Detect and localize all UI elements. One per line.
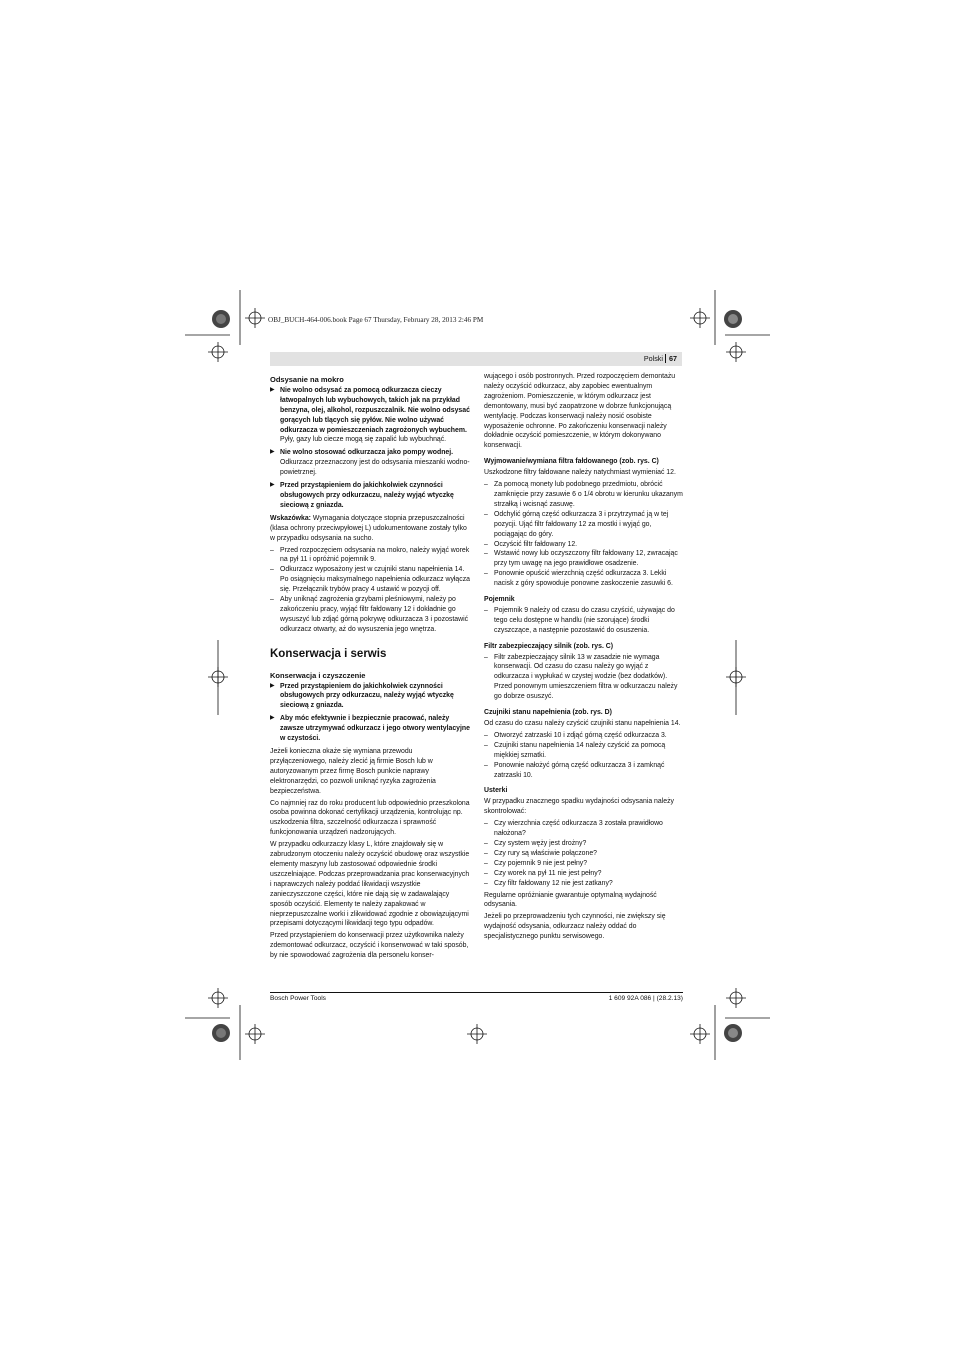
list-item-text: Czy pojemnik 9 nie jest pełny? — [494, 859, 588, 867]
note-text: Wymagania dotyczące stopnia przepuszczalności (klasa ochrony przeciwpyłowej L) udokumentowane zostały tylko w przypadku odsysania na sucho. — [270, 514, 467, 542]
warning-2-text: Odkurzacz przeznaczony jest do odsysania mieszanki wodno-powietrznej. — [280, 459, 470, 477]
heading-faults: Usterki — [484, 787, 508, 795]
paragraph: Jeżeli konieczna okaże się wymiana przewodu przyłączeniowego, należy zlecić ją firmie Bosch lub w autoryzowanym przez firmę Bosch punkcie naprawy elektronarzędzi, co pozwoli uniknąć ryzyka zagrożenia bezpieczeństwa. — [270, 748, 436, 795]
warning-2-bold: Nie wolno stosować odkurzacza jako pompy wodnej. — [280, 449, 454, 457]
list-item-text: Aby uniknąć zagrożenia grzybami pleśniowymi, należy po zakończeniu pracy, wyjąć filtr fałdowany 12 i dokładnie go wysuszyć lub zdjąć górną pokrywę odkurzacza 3 i pozostawić odkurzacz otwarty, aż do wysuszenia jego wnętrza. — [280, 596, 469, 633]
warning-2 — [270, 448, 470, 478]
arrow-icon: ▶ — [270, 682, 275, 689]
heading-sensors: Czujniki stanu napełnienia (zob. rys. D) — [484, 709, 612, 717]
list-item: – Czy filtr fałdowany 12 nie jest zatkany? — [484, 879, 613, 887]
footer-left: Bosch Power Tools — [270, 995, 326, 1002]
paragraph: wującego i osób postronnych. Przed rozpoczęciem demontażu należy oczyścić odkurzacz, aby zapobiec ewentualnym zagrożeniom. Pomieszczenie, w którym odkurzacz jest demontowany, musi być zaopatrzone w dobrze funkcjonującą wentylację. Podczas konserwacji należy nosić osobiste wyposażenie ochronne. Po zakończeniu konserwacji należy dokładnie oczyścić pomieszczenie, w którym dokonywano konserwacji. — [484, 373, 676, 450]
note-label: Wskazówka: — [270, 514, 311, 522]
list-item-text: Czy worek na pył 11 nie jest pełny? — [494, 869, 602, 877]
footer-right: 1 609 92A 086 | (28.2.13) — [608, 995, 683, 1002]
list-item: – Oczyścić filtr fałdowany 12. — [484, 540, 578, 548]
warning-4-bold: Przed przystąpieniem do jakichkolwiek czynności obsługowych przy odkurzaczu, należy wyjąć wtyczkę sieciową z gniazda. — [280, 682, 454, 710]
heading-cleaning: Konserwacja i czyszczenie — [270, 670, 366, 680]
list-item: – Odchylić górną część odkurzacza 3 i przytrzymać ją w tej pozycji. Ująć filtr fałdowany 12 za mostki i wyjąć go, pociągając do góry. — [484, 510, 669, 538]
paragraph: Co najmniej raz do roku producent lub odpowiednio przeszkolona osoba powinna dokonać certyfikacji urządzenia, kontrolując np. uszkodzenia filtra, szczelność odkurzacza i sprawność funkcjonowania urządzeń nadzorujących. — [270, 799, 470, 837]
list-item-text: Za pomocą monety lub podobnego przedmiotu, obrócić zamknięcie przy zasuwie 6 o 1/4 obrotu w kierunku ukazanym strzałką i wcisnąć zasuwę. — [494, 481, 683, 508]
list-item-text: Pojemnik 9 należy od czasu do czasu czyścić, używając do tego celu dostępne w handlu (nie szorujące) środki czyszczące, a następnie pozostawić do osuszenia. — [494, 606, 675, 634]
warning-5-bold: Aby móc efektywnie i bezpiecznie pracować, należy zawsze utrzymywać odkurzacz i jego otwory wentylacyjne w czystości. — [280, 715, 470, 743]
list-item: – Czy rury są właściwie połączone? — [484, 849, 598, 857]
note-paragraph — [270, 514, 470, 544]
list-item-text: Wstawić nowy lub oczyszczony filtr fałdowany 12, zwracając przy tym uwagę na jego prawidłowe osadzenie. — [494, 550, 678, 568]
paragraph: Przed przystąpieniem do konserwacji przez użytkownika należy zdemontować odkurzacz, oczyścić i konserwować w taki sposób, by nie spowodować zagrożenia dla personelu konser- — [270, 932, 469, 960]
paragraph: W przypadku odkurzaczy klasy L, które znajdowały się w zabrudzonym otoczeniu należy oczyścić obudowę oraz wszystkie elementy maszyny lub zastosować odpowiednie środki uszczelniające. Podczas przeprowadzania prac konserwacyjnych i naprawczych należy poddać likwidacji wszystkie zanieczyszczone części, które nie dają się w zadawalający sposób oczyścić. Elementy te należy zapakować w nieprzepuszczalne worki i zlikwidować zgodnie z obowiązującymi przepisami dotyczącymi likwidacji tego typu odpadów. — [270, 841, 470, 928]
page-footer — [270, 992, 683, 1005]
list-item: – Czy pojemnik 9 nie jest pełny? — [484, 859, 588, 867]
list-item-text: Przed rozpoczęciem odsysania na mokro, należy wyjąć worek na pył 11 i opróżnić pojemnik 9. — [280, 546, 470, 564]
heading-wet-vacuuming: Odsysanie na mokro — [270, 375, 344, 384]
warning-1-text: Pyły, gazy lub ciecze mogą się zapalić lub wybuchnąć. — [280, 436, 447, 444]
list-item-text: Czy system węży jest drożny? — [494, 839, 587, 847]
list-item-text: Czy filtr fałdowany 12 nie jest zatkany? — [494, 879, 613, 887]
list-item-text: Odchylić górną część odkurzacza 3 i przytrzymać ją w tej pozycji. Ująć filtr fałdowany 12 za mostki i wyjąć go, pociągając do góry. — [494, 510, 669, 538]
list-item: – Pojemnik 9 należy od czasu do czasu czyścić, używając do tego celu dostępne w handlu (nie szorujące) środki czyszczące, a następnie pozostawić do osuszenia. — [484, 606, 675, 634]
paragraph: Od czasu do czasu należy czyścić czujniki stanu napełnienia 14. — [484, 720, 681, 727]
arrow-icon: ▶ — [270, 449, 275, 456]
header-text — [644, 352, 682, 366]
list-item-text: Odkurzacz wyposażony jest w czujniki stanu napełnienia 14. Po osiągnięciu maksymalnego napełnienia odkurzacz wyłącza się. Przełącznik trybów pracy 4 ustawić w pozycji off. — [280, 566, 470, 594]
right-column — [484, 372, 684, 944]
warning-5 — [270, 714, 470, 744]
page-number: 67 — [665, 354, 677, 363]
list-item: – Filtr zabezpieczający silnik 13 w zasadzie nie wymaga konserwacji. Od czasu do czasu należy go wyjąć z odkurzacza i wypłukać w czystej wodzie (bez dodatków). Przed ponownym umieszczeniem filtra w odkurzaczu należy go dobrze osuszyć. — [484, 653, 678, 701]
running-header — [270, 352, 682, 366]
heading-motor-filter: Filtr zabezpieczający silnik (zob. rys. C) — [484, 642, 614, 650]
print-info: OBJ_BUCH-464-006.book Page 67 Thursday, February 28, 2013 2:46 PM — [268, 316, 484, 324]
list-item-text: Ponownie opuścić wierzchnią część odkurzacza 3. Lekki nacisk z góry spowoduje ponowne zaskoczenie zasuwki 6. — [494, 570, 673, 588]
arrow-icon: ▶ — [270, 482, 275, 489]
list-item: – Wstawić nowy lub oczyszczony filtr fałdowany 12, zwracając przy tym uwagę na jego prawidłowe osadzenie. — [484, 550, 678, 568]
paragraph: Regularne opróżnianie gwarantuje optymalną wydajność odsysania. — [484, 891, 657, 909]
list-item: – Czujniki stanu napełnienia 14 należy czyścić za pomocą miękkiej szmatki. — [484, 741, 666, 759]
list-item: – Przed rozpoczęciem odsysania na mokro, należy wyjąć worek na pył 11 i opróżnić pojemnik 9. — [270, 546, 470, 564]
list-item: – Ponownie nałożyć górną część odkurzacza 3 i zamknąć zatrzaski 10. — [484, 761, 665, 779]
paragraph: W przypadku znacznego spadku wydajności odsysania należy skontrolować: — [484, 798, 674, 816]
warning-1-bold: Nie wolno odsysać za pomocą odkurzacza cieczy łatwopalnych lub wybuchowych, takich jak na przykład benzyna, olej, alkohol, rozpuszczalnik. Nie wolno odsysać gorących lub tlących się pyłów. Nie wolno używać odkurzacza w pomieszczeniach zagrożonych wybuchem. — [280, 386, 470, 434]
warning-3-bold: Przed przystąpieniem do jakichkolwiek czynności obsługowych przy odkurzaczu, należy wyjąć wtyczkę sieciową z gniazda. — [280, 482, 454, 509]
list-item: – Odkurzacz wyposażony jest w czujniki stanu napełnienia 14. Po osiągnięciu maksymalnego napełnienia odkurzacz wyłącza się. Przełącznik trybów pracy 4 ustawić w pozycji off. — [270, 566, 470, 594]
list-item-text: Filtr zabezpieczający silnik 13 w zasadzie nie wymaga konserwacji. Od czasu do czasu należy go wyjąć z odkurzacza i wypłukać w czystej wodzie (bez dodatków). Przed ponownym umieszczeniem filtra w odkurzaczu należy go dobrze osuszyć. — [494, 653, 678, 701]
list-item-text: Czujniki stanu napełnienia 14 należy czyścić za pomocą miękkiej szmatki. — [494, 741, 666, 759]
list-item-text: Czy rury są właściwie połączone? — [494, 849, 598, 857]
list-item: – Czy system węży jest drożny? — [484, 839, 587, 847]
heading-container: Pojemnik — [484, 596, 515, 604]
heading-service: Konserwacja i serwis — [270, 647, 387, 660]
list-item-text: Czy wierzchnia część odkurzacza 3 została prawidłowo nałożona? — [494, 820, 663, 838]
heading-filter: Wyjmowanie/wymiana filtra fałdowanego (zob. rys. C) — [484, 458, 659, 466]
list-item-text: Ponownie nałożyć górną część odkurzacza 3 i zamknąć zatrzaski 10. — [494, 761, 665, 779]
warning-3 — [270, 481, 470, 511]
list-item: – Otworzyć zatrzaski 10 i zdjąć górną część odkurzacza 3. — [484, 731, 667, 739]
list-item: – Aby uniknąć zagrożenia grzybami pleśniowymi, należy po zakończeniu pracy, wyjąć filtr fałdowany 12 i dokładnie go wysuszyć lub zdjąć górną pokrywę odkurzacza 3 i pozostawić odkurzacz otwarty, aż do wysuszenia jego wnętrza. — [270, 596, 469, 633]
list-item: – Czy worek na pył 11 nie jest pełny? — [484, 869, 602, 877]
warning-4 — [270, 682, 470, 712]
arrow-icon: ▶ — [270, 386, 275, 393]
list-item-text: Otworzyć zatrzaski 10 i zdjąć górną część odkurzacza 3. — [494, 731, 667, 739]
paragraph: Jeżeli po przeprowadzeniu tych czynności, nie zwiększy się wydajność odsysania, odkurzacz należy oddać do specjalistycznego punktu serwisowego. — [484, 913, 666, 941]
list-item: – Ponownie opuścić wierzchnią część odkurzacza 3. Lekki nacisk z góry spowoduje ponowne zaskoczenie zasuwki 6. — [484, 570, 673, 588]
arrow-icon: ▶ — [270, 715, 275, 722]
list-item-text: Oczyścić filtr fałdowany 12. — [494, 540, 578, 548]
left-column — [270, 372, 470, 963]
header-language: Polski — [643, 354, 663, 363]
list-item: – Czy wierzchnia część odkurzacza 3 została prawidłowo nałożona? — [484, 820, 663, 838]
paragraph: Uszkodzone filtry fałdowane należy natychmiast wymieniać 12. — [484, 469, 676, 477]
list-item: – Za pomocą monety lub podobnego przedmiotu, obrócić zamknięcie przy zasuwie 6 o 1/4 obrotu w kierunku ukazanym strzałką i wcisnąć zasuwę. — [484, 481, 683, 508]
warning-1 — [270, 386, 470, 445]
